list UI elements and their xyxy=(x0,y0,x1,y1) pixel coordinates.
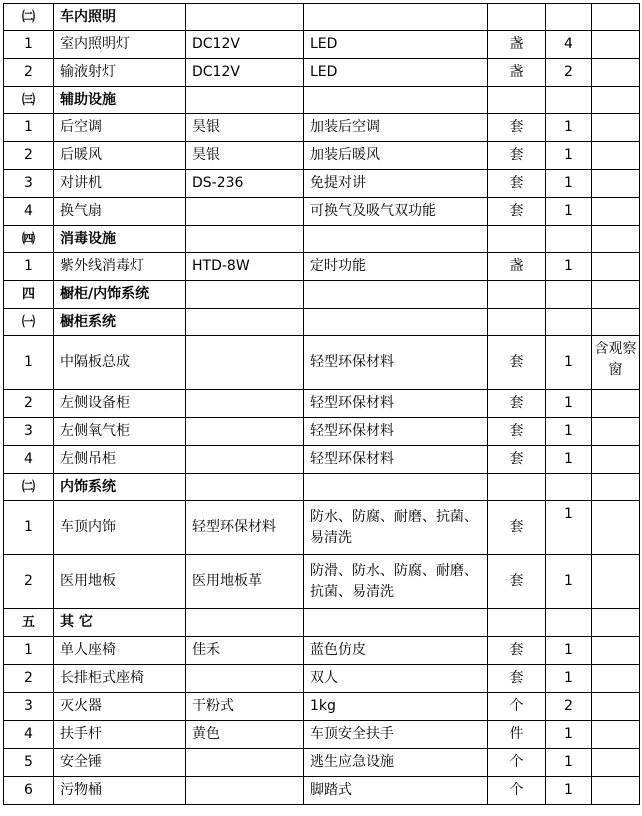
item-note xyxy=(592,59,640,87)
item-spec: 昊银 xyxy=(186,142,304,170)
item-name: 左侧设备柜 xyxy=(54,390,186,418)
item-number: 5 xyxy=(4,749,54,777)
item-unit: 套 xyxy=(488,555,546,609)
item-name: 对讲机 xyxy=(54,170,186,198)
item-quantity: 1 xyxy=(546,749,592,777)
empty-cell xyxy=(592,474,640,501)
item-spec: HTD-8W xyxy=(186,253,304,281)
section-title: 消毒设施 xyxy=(54,226,186,253)
item-name: 灭火器 xyxy=(54,693,186,721)
item-spec xyxy=(186,665,304,693)
item-description: 轻型环保材料 xyxy=(304,336,488,390)
item-name: 室内照明灯 xyxy=(54,31,186,59)
item-unit: 套 xyxy=(488,418,546,446)
item-quantity: 1 xyxy=(546,170,592,198)
empty-cell xyxy=(186,4,304,31)
table-row xyxy=(4,418,640,446)
empty-cell xyxy=(488,309,546,336)
empty-cell xyxy=(304,609,488,637)
table-row xyxy=(4,59,640,87)
item-spec: 医用地板革 xyxy=(186,555,304,609)
section-number: ㈠ xyxy=(4,309,54,336)
item-quantity: 1 xyxy=(546,198,592,226)
empty-cell xyxy=(488,474,546,501)
section-number: ㈡ xyxy=(4,4,54,31)
item-name: 安全锤 xyxy=(54,749,186,777)
item-name: 污物桶 xyxy=(54,777,186,805)
empty-cell xyxy=(546,226,592,253)
empty-cell xyxy=(304,87,488,114)
item-unit: 套 xyxy=(488,446,546,474)
section-number: ㈣ xyxy=(4,226,54,253)
item-name: 车顶内饰 xyxy=(54,501,186,555)
item-note: 含观察窗 xyxy=(592,336,640,390)
item-unit: 套 xyxy=(488,198,546,226)
equipment-spec-table xyxy=(3,3,640,805)
item-name: 长排柜式座椅 xyxy=(54,665,186,693)
item-spec xyxy=(186,446,304,474)
item-description: 1kg xyxy=(304,693,488,721)
item-name: 左侧氧气柜 xyxy=(54,418,186,446)
empty-cell xyxy=(304,226,488,253)
item-description: 双人 xyxy=(304,665,488,693)
empty-cell xyxy=(488,4,546,31)
item-number: 3 xyxy=(4,693,54,721)
item-number: 4 xyxy=(4,446,54,474)
item-note xyxy=(592,501,640,555)
item-note xyxy=(592,253,640,281)
section-header-row xyxy=(4,87,640,114)
section-number: 五 xyxy=(4,609,54,637)
item-unit: 个 xyxy=(488,777,546,805)
section-number: 四 xyxy=(4,281,54,309)
item-number: 3 xyxy=(4,418,54,446)
item-description: 轻型环保材料 xyxy=(304,390,488,418)
item-description: 防滑、防水、防腐、耐磨、抗菌、易清洗 xyxy=(304,555,488,609)
table-row xyxy=(4,253,640,281)
section-header-row xyxy=(4,609,640,637)
item-spec: DC12V xyxy=(186,31,304,59)
item-spec xyxy=(186,418,304,446)
item-number: 1 xyxy=(4,114,54,142)
table-row xyxy=(4,555,640,609)
item-name: 紫外线消毒灯 xyxy=(54,253,186,281)
item-description: 脚踏式 xyxy=(304,777,488,805)
item-number: 2 xyxy=(4,390,54,418)
item-unit: 套 xyxy=(488,336,546,390)
item-note xyxy=(592,721,640,749)
item-spec xyxy=(186,336,304,390)
item-unit: 套 xyxy=(488,390,546,418)
empty-cell xyxy=(186,226,304,253)
section-title: 其 它 xyxy=(54,609,186,637)
item-number: 3 xyxy=(4,170,54,198)
table-row xyxy=(4,501,640,555)
table-row xyxy=(4,142,640,170)
item-spec xyxy=(186,198,304,226)
item-note xyxy=(592,170,640,198)
item-unit: 个 xyxy=(488,693,546,721)
item-number: 6 xyxy=(4,777,54,805)
table-row xyxy=(4,170,640,198)
empty-cell xyxy=(592,609,640,637)
item-description: 加装后空调 xyxy=(304,114,488,142)
empty-cell xyxy=(186,309,304,336)
table-row xyxy=(4,390,640,418)
item-description: 加装后暖风 xyxy=(304,142,488,170)
empty-cell xyxy=(186,609,304,637)
item-quantity: 4 xyxy=(546,31,592,59)
item-description: 定时功能 xyxy=(304,253,488,281)
item-description: 轻型环保材料 xyxy=(304,446,488,474)
item-name: 中隔板总成 xyxy=(54,336,186,390)
item-note xyxy=(592,637,640,665)
item-unit: 套 xyxy=(488,114,546,142)
item-quantity: 1 xyxy=(546,446,592,474)
item-note xyxy=(592,749,640,777)
item-note xyxy=(592,446,640,474)
item-note xyxy=(592,665,640,693)
table-body xyxy=(4,4,640,805)
empty-cell xyxy=(186,474,304,501)
item-description: 轻型环保材料 xyxy=(304,418,488,446)
section-header-row xyxy=(4,281,640,309)
item-spec: 轻型环保材料 xyxy=(186,501,304,555)
item-description: 车顶安全扶手 xyxy=(304,721,488,749)
item-spec xyxy=(186,390,304,418)
item-description: LED xyxy=(304,31,488,59)
item-unit: 套 xyxy=(488,665,546,693)
item-spec: DC12V xyxy=(186,59,304,87)
empty-cell xyxy=(488,281,546,309)
empty-cell xyxy=(592,309,640,336)
item-quantity: 1 xyxy=(546,390,592,418)
item-quantity: 1 xyxy=(546,142,592,170)
empty-cell xyxy=(304,309,488,336)
table-row xyxy=(4,446,640,474)
item-description: 免提对讲 xyxy=(304,170,488,198)
item-unit: 套 xyxy=(488,142,546,170)
item-spec: DS-236 xyxy=(186,170,304,198)
section-number: ㈢ xyxy=(4,87,54,114)
section-number: ㈡ xyxy=(4,474,54,501)
item-number: 1 xyxy=(4,31,54,59)
item-spec: 干粉式 xyxy=(186,693,304,721)
item-number: 4 xyxy=(4,721,54,749)
item-quantity: 1 xyxy=(546,637,592,665)
section-title: 辅助设施 xyxy=(54,87,186,114)
item-spec: 黄色 xyxy=(186,721,304,749)
item-description: 可换气及吸气双功能 xyxy=(304,198,488,226)
empty-cell xyxy=(592,281,640,309)
section-title: 内饰系统 xyxy=(54,474,186,501)
item-description: 逃生应急设施 xyxy=(304,749,488,777)
item-note xyxy=(592,555,640,609)
item-note xyxy=(592,390,640,418)
item-quantity: 1 xyxy=(546,418,592,446)
empty-cell xyxy=(304,281,488,309)
empty-cell xyxy=(186,87,304,114)
item-note xyxy=(592,418,640,446)
item-spec xyxy=(186,777,304,805)
section-header-row xyxy=(4,474,640,501)
table-row xyxy=(4,777,640,805)
table-row xyxy=(4,637,640,665)
table-row xyxy=(4,336,640,390)
table-row xyxy=(4,721,640,749)
item-unit: 套 xyxy=(488,501,546,555)
table-row xyxy=(4,198,640,226)
empty-cell xyxy=(546,309,592,336)
item-name: 换气扇 xyxy=(54,198,186,226)
empty-cell xyxy=(546,281,592,309)
section-header-row xyxy=(4,226,640,253)
item-number: 1 xyxy=(4,253,54,281)
item-quantity: 1 xyxy=(546,114,592,142)
table-row xyxy=(4,693,640,721)
empty-cell xyxy=(488,609,546,637)
empty-cell xyxy=(488,87,546,114)
item-unit: 套 xyxy=(488,170,546,198)
item-number: 1 xyxy=(4,336,54,390)
item-note xyxy=(592,31,640,59)
item-note xyxy=(592,114,640,142)
section-header-row xyxy=(4,309,640,336)
table-row xyxy=(4,749,640,777)
empty-cell xyxy=(546,609,592,637)
item-name: 后空调 xyxy=(54,114,186,142)
item-number: 2 xyxy=(4,665,54,693)
empty-cell xyxy=(488,226,546,253)
item-description: LED xyxy=(304,59,488,87)
item-number: 1 xyxy=(4,637,54,665)
item-quantity: 1 xyxy=(546,336,592,390)
item-number: 1 xyxy=(4,501,54,555)
section-title: 车内照明 xyxy=(54,4,186,31)
item-spec: 昊银 xyxy=(186,114,304,142)
item-number: 2 xyxy=(4,555,54,609)
item-quantity: 2 xyxy=(546,693,592,721)
empty-cell xyxy=(304,474,488,501)
item-quantity: 1 xyxy=(546,721,592,749)
item-unit: 盏 xyxy=(488,31,546,59)
item-name: 后暖风 xyxy=(54,142,186,170)
item-quantity: 1 xyxy=(546,665,592,693)
empty-cell xyxy=(592,226,640,253)
item-note xyxy=(592,693,640,721)
empty-cell xyxy=(304,4,488,31)
empty-cell xyxy=(546,87,592,114)
item-description: 防水、防腐、耐磨、抗菌、易清洗 xyxy=(304,501,488,555)
empty-cell xyxy=(592,87,640,114)
empty-cell xyxy=(592,4,640,31)
section-title: 橱柜/内饰系统 xyxy=(54,281,186,309)
item-quantity: 1 xyxy=(546,777,592,805)
item-quantity: 1 xyxy=(546,501,592,555)
item-name: 输液射灯 xyxy=(54,59,186,87)
item-name: 医用地板 xyxy=(54,555,186,609)
section-header-row xyxy=(4,4,640,31)
item-note xyxy=(592,198,640,226)
item-unit: 盏 xyxy=(488,59,546,87)
item-unit: 件 xyxy=(488,721,546,749)
item-unit: 套 xyxy=(488,637,546,665)
item-quantity: 1 xyxy=(546,253,592,281)
item-name: 扶手杆 xyxy=(54,721,186,749)
item-quantity: 1 xyxy=(546,555,592,609)
table-row xyxy=(4,114,640,142)
item-number: 4 xyxy=(4,198,54,226)
item-quantity: 2 xyxy=(546,59,592,87)
section-title: 橱柜系统 xyxy=(54,309,186,336)
item-name: 单人座椅 xyxy=(54,637,186,665)
table-row xyxy=(4,31,640,59)
item-name: 左侧吊柜 xyxy=(54,446,186,474)
table-row xyxy=(4,665,640,693)
item-spec xyxy=(186,749,304,777)
item-description: 蓝色仿皮 xyxy=(304,637,488,665)
item-number: 2 xyxy=(4,142,54,170)
item-spec: 佳禾 xyxy=(186,637,304,665)
item-unit: 个 xyxy=(488,749,546,777)
item-note xyxy=(592,777,640,805)
empty-cell xyxy=(546,4,592,31)
item-unit: 盏 xyxy=(488,253,546,281)
empty-cell xyxy=(186,281,304,309)
item-note xyxy=(592,142,640,170)
empty-cell xyxy=(546,474,592,501)
item-number: 2 xyxy=(4,59,54,87)
